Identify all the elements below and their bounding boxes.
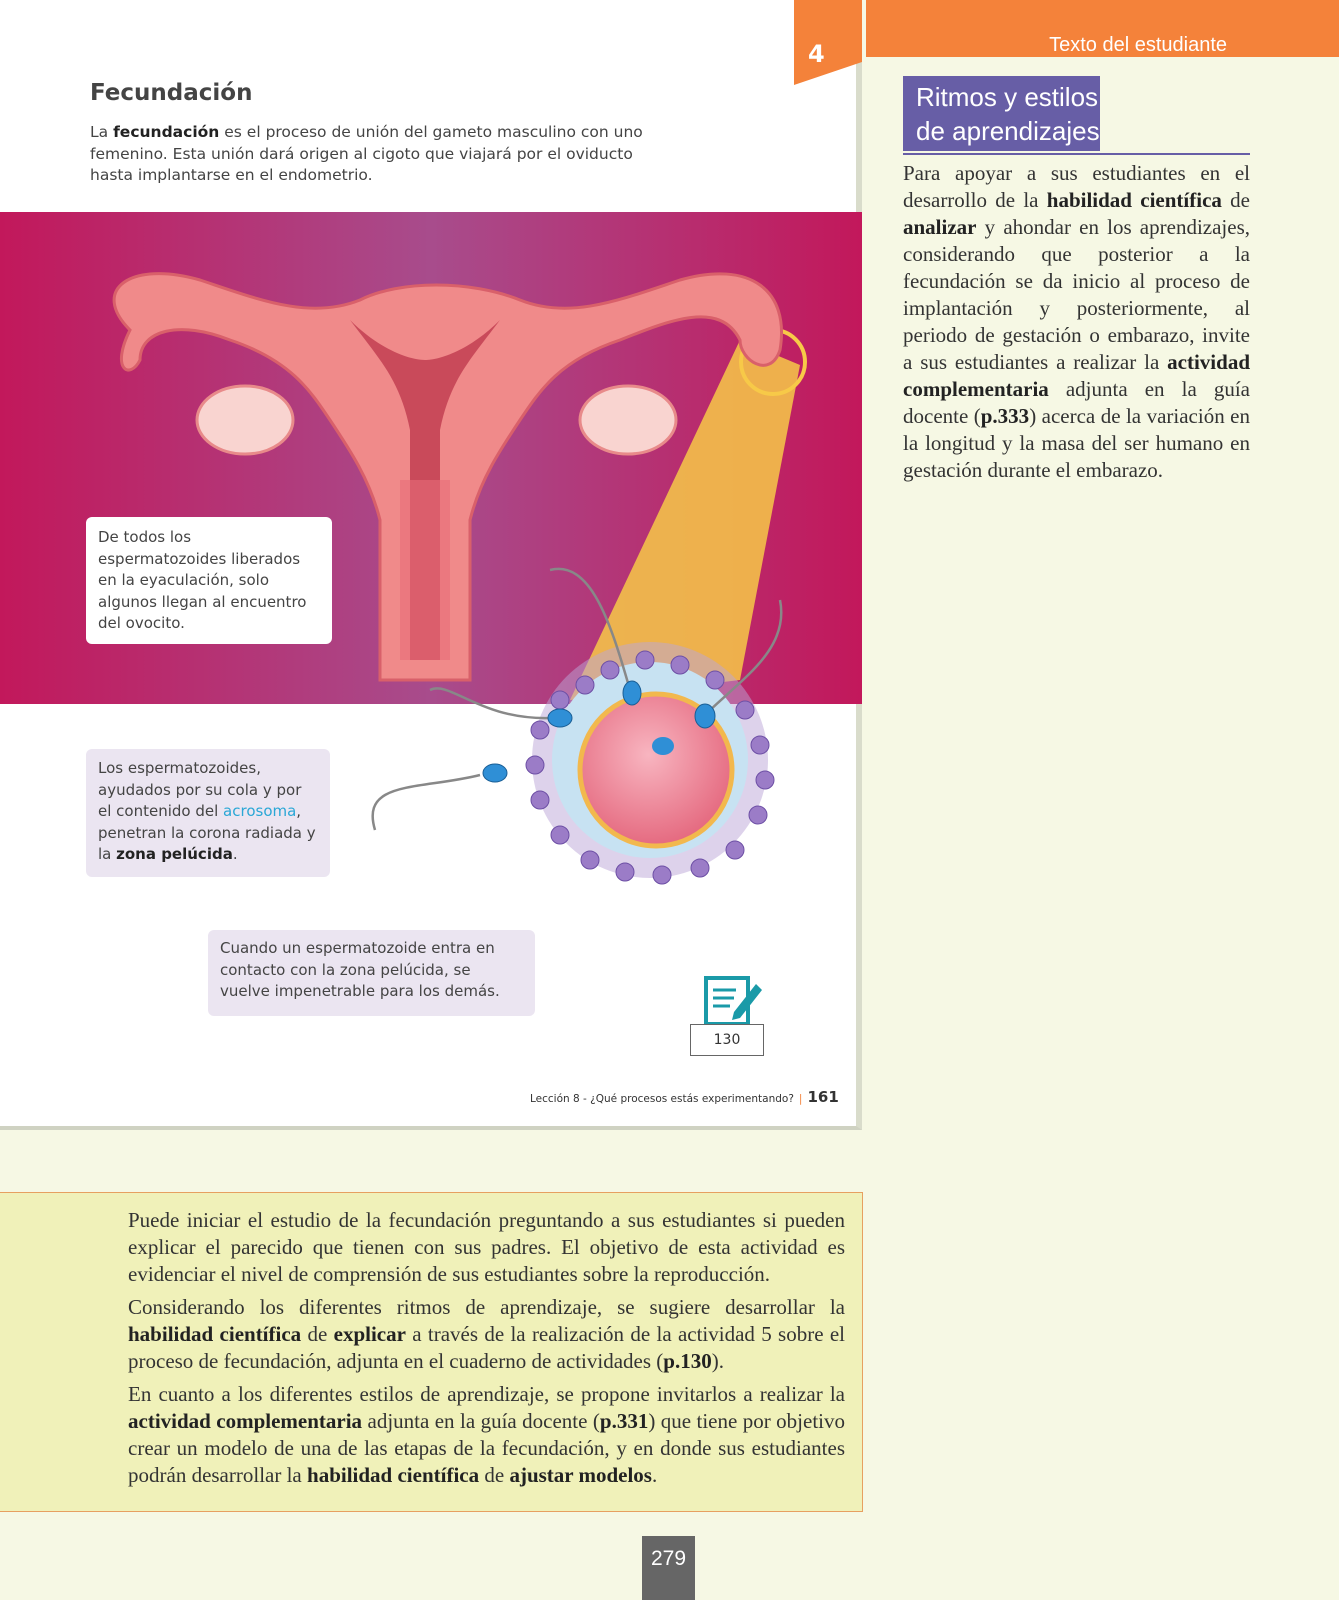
header-bar (866, 0, 1339, 57)
notes-paragraph-1: Puede iniciar el estudio de la fecundación preguntando a sus estudiantes si pueden explicar el parecido que tienen con sus padres. El objetivo de esta actividad es evidenciar el nivel de comprensión de sus estudiantes sobre la reproducción. (128, 1208, 845, 1286)
activity-page-ref: 130 (690, 1024, 764, 1056)
sidebar-rule (903, 153, 1250, 155)
page-title: Fecundación (90, 80, 253, 106)
acrosome-link[interactable]: acrosoma (223, 802, 297, 820)
student-page-footer: Lección 8 - ¿Qué procesos estás experimentando? | 161 (530, 1088, 839, 1106)
left-ovary (197, 386, 293, 454)
intro-text: La fecundación es el proceso de unión del gameto masculino con uno femenino. Esta unión dará origen al cigoto que viajará por el oviducto hasta implantarse en el endometrio. (90, 123, 643, 184)
chapter-number: 4 (808, 40, 825, 68)
callout-acrosome: Los espermatozoides, ayudados por su cola y por el contenido del acrosoma, penetran la corona radiada y la zona pelúcida. (86, 749, 330, 877)
notes-paragraph-2: Considerando los diferentes ritmos de aprendizaje, se sugiere desarrollar la habilidad científica de explicar a través de la realización de la actividad 5 sobre el proceso de fecundación, adjunta en el cuaderno de actividades (p.130). (128, 1295, 845, 1373)
callout-sperm-release: De todos los espermatozoides liberados en la eyaculación, solo algunos llegan al encuentro del ovocito. (86, 517, 332, 644)
sidebar-heading: Ritmos y estilos de aprendizajes (903, 76, 1100, 151)
right-ovary (580, 386, 676, 454)
chapter-tab (794, 0, 862, 85)
callout-zona-pellucida: Cuando un espermatozoide entra en contacto con la zona pelúcida, se vuelve impenetrable para los demás. (208, 930, 535, 1016)
sidebar-text: Para apoyar a sus estudiantes en el desarrollo de la habilidad científica de analizar y ahondar en los aprendizajes, considerando que posterior a la fecundación se da inicio al proceso de implantación y posteriormente, al periodo de gestación o embarazo, invite a sus estudiantes a realizar la actividad complementaria adjunta en la guía docente (p.333) acerca de la variación en la longitud y la masa del ser humano en gestación durante el embarazo. (903, 161, 1250, 482)
page-number: 279 (642, 1536, 695, 1600)
teacher-notes-text (128, 1207, 845, 1495)
notes-paragraph-3: En cuanto a los diferentes estilos de aprendizaje, se propone invitarlos a realizar la actividad complementaria adjunta en la guía docente (p.331) que tiene por objetivo crear un modelo de una de las etapas de la fecundación, y en donde sus estudiantes podrán desarrollar la habilidad científica de ajustar modelos. (128, 1382, 845, 1487)
header-label: Texto del estudiante (1049, 34, 1227, 56)
